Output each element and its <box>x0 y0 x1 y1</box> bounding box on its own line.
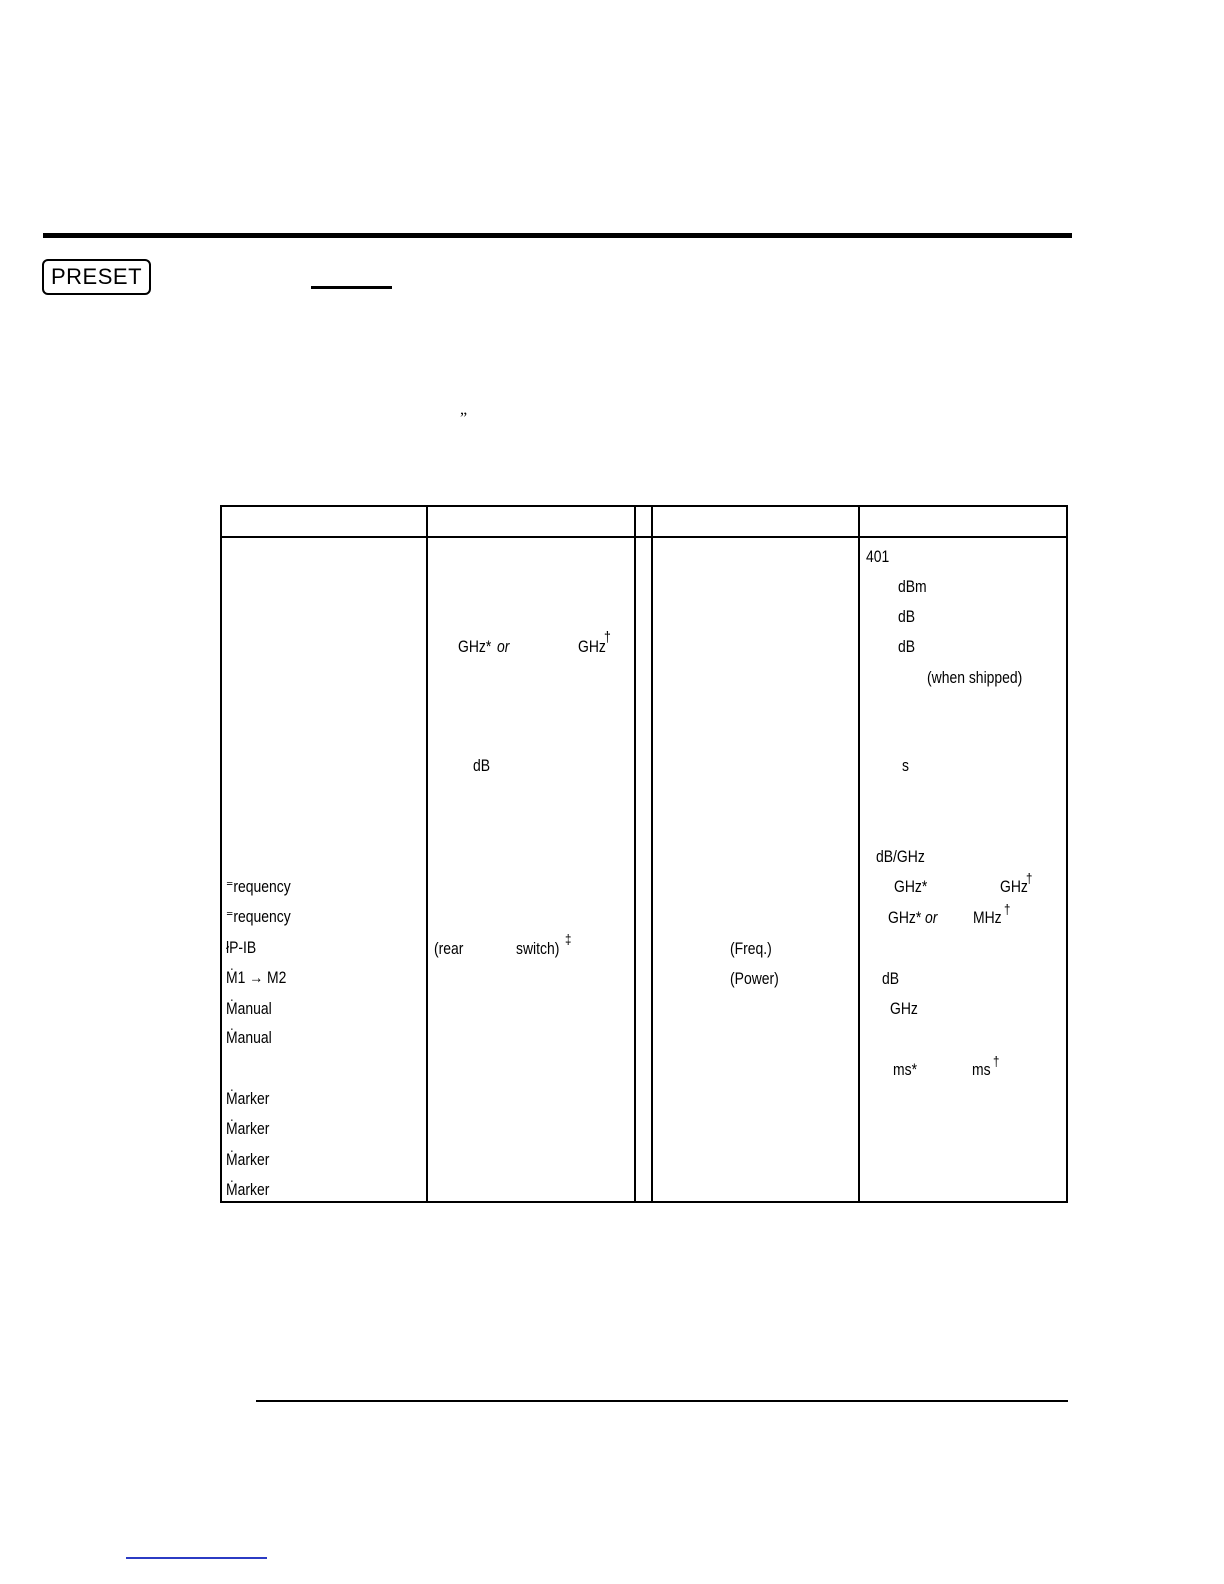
preset-value: dB <box>882 969 900 988</box>
preset-key: PRESET <box>42 259 151 295</box>
preset-value: GHz* <box>458 637 492 656</box>
function-label: Ṁanual <box>226 1028 272 1047</box>
heading-underline <box>311 286 392 289</box>
table-column-divider <box>651 505 653 1203</box>
footer-link-underline[interactable] <box>126 1557 267 1559</box>
function-label: Ṁarker <box>226 1119 270 1138</box>
function-label: Ṁarker <box>226 1089 270 1108</box>
preset-value: dB <box>473 756 491 775</box>
function-label: Ṁarker <box>226 1180 270 1199</box>
preset-value: 401 <box>866 547 890 566</box>
table-column-divider <box>858 505 860 1203</box>
top-rule <box>43 233 1072 238</box>
preset-value: GHz <box>1000 877 1028 896</box>
preset-value: (Power) <box>730 969 779 988</box>
table-column-divider <box>426 505 428 1203</box>
preset-value: ms* <box>893 1060 918 1079</box>
preset-value: (Freq.) <box>730 939 772 958</box>
preset-value: GHz* <box>894 877 928 896</box>
double-dagger-mark: ‡ <box>565 931 572 947</box>
preset-value: GHz* <box>888 908 922 927</box>
preset-value: ms <box>972 1060 991 1079</box>
preset-value: (when shipped) <box>927 668 1023 687</box>
preset-value: dBm <box>898 577 927 596</box>
table-header-divider <box>220 536 1068 538</box>
quote-mark: ” <box>460 410 468 427</box>
preset-value: (rear <box>434 939 464 958</box>
preset-value: dB/GHz <box>876 847 925 866</box>
preset-conditions-table <box>220 505 1068 1203</box>
function-label: ⁼requency <box>226 877 291 896</box>
preset-value: GHz <box>890 999 918 1018</box>
preset-value: switch) <box>516 939 560 958</box>
dagger-mark: † <box>993 1053 1000 1069</box>
preset-value: GHz <box>578 637 606 656</box>
table-column-divider <box>634 505 636 1203</box>
preset-value: MHz <box>973 908 1002 927</box>
function-label: Ṁarker <box>226 1150 270 1169</box>
footnote-rule <box>256 1400 1068 1402</box>
function-label: ⁼requency <box>226 907 291 926</box>
function-label: Ṁanual <box>226 999 272 1018</box>
preset-value: dB <box>898 637 916 656</box>
dagger-mark: † <box>1026 870 1033 886</box>
dagger-mark: † <box>604 629 611 646</box>
function-label: Ṁ1 → M2 <box>226 968 287 987</box>
preset-value-or: or <box>925 908 938 927</box>
function-label: łP-IB <box>226 938 257 957</box>
dagger-mark: † <box>1004 901 1011 917</box>
preset-value: dB <box>898 607 916 626</box>
preset-value: s <box>902 756 909 775</box>
preset-value-or: or <box>497 637 510 656</box>
